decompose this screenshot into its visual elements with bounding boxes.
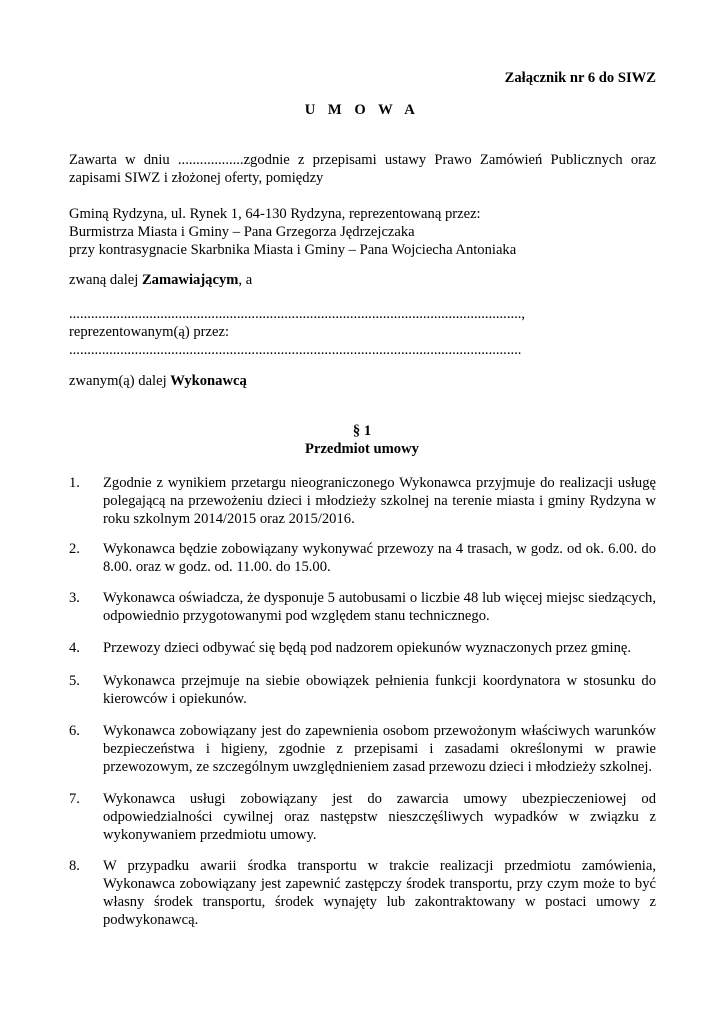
ordering-party-line-3: przy kontrasygnacie Skarbnika Miasta i Gminy – Pana Wojciecha Antoniaka [69,242,517,258]
contractor-designation [69,372,656,390]
list-item [69,672,656,708]
list-item-text: W przypadku awarii środka transportu w trakcie realizacji przedmiotu zamówienia, Wykonawca zobowiązany jest zapewnić zastępczy środek transportu, przy czym może to być własny środek transportu, środek wynajęty lub zakontraktowany w postaci umowy z podwykonawcą. [103,858,656,928]
list-item-text: Wykonawca usługi zobowiązany jest do zawarcia umowy ubezpieczeniowej od odpowiedzialności cywilnej oraz następstw nieszczęśliwych wypadków w związku z wykonywaniem przedmiotu umowy. [103,791,656,843]
ordering-suffix: , a [238,272,253,288]
list-item-number: 6. [69,723,80,739]
annex-label: Załącznik nr 6 do SIWZ [504,70,656,86]
section-number: § 1 [352,423,372,439]
ordering-name: Zamawiającym [141,272,239,288]
list-item-number: 1. [69,475,80,491]
list-item-text: Wykonawca będzie zobowiązany wykonywać przewozy na 4 trasach, w godz. od ok. 6.00. do 8.00. oraz w godz. od. 11.00. do 15.00. [103,541,656,575]
contractor-represented-by: reprezentowanym(ą) przez: [69,324,230,340]
intro-paragraph [69,151,656,187]
ordering-party-line-1: Gminą Rydzyna, ul. Rynek 1, 64-130 Rydzyna, reprezentowaną przez: [69,206,481,222]
list-item-number: 3. [69,590,80,606]
ordering-party-designation [69,271,656,289]
list-item-number: 5. [69,673,80,689]
contractor-party [69,305,656,359]
list-item [69,639,656,657]
intro-line-2: zapisami SIWZ i złożonej oferty, pomiędzy [69,170,324,186]
document-title: U M O W A [304,102,420,118]
list-item-number: 7. [69,791,80,807]
intro-line-1: Zawarta w dniu ..................zgodnie z przepisami ustawy Prawo Zamówień Publicznych oraz [69,152,656,168]
list-item-number: 2. [69,541,80,557]
contractor-name: Wykonawcą [170,373,247,389]
contractor-blank-line-1: ............................................................................................................................, [69,306,526,322]
list-item [69,589,656,625]
list-item [69,790,656,844]
list-item-text: Wykonawca oświadcza, że dysponuje 5 autobusami o liczbie 48 lub więcej miejsc siedzących, odpowiednio przygotowanymi pod względem stanu technicznego. [103,590,656,624]
contractor-blank-line-2: ............................................................................................................................ [69,342,522,358]
contractor-prefix: zwanym(ą) dalej [69,373,171,389]
ordering-party-line-2: Burmistrza Miasta i Gminy – Pana Grzegorza Jędrzejczaka [69,224,415,240]
list-item-text: Wykonawca zobowiązany jest do zapewnienia osobom przewożonym właściwych warunków bezpieczeństwa i higieny, zgodnie z przepisami i zasadami określonymi w prawie przewozowym, ze szczególnym uwzględnieniem zasad przewozu dzieci i młodzieży szkolnej. [103,723,656,775]
list-item [69,722,656,776]
list-item [69,474,656,528]
list-item-number: 4. [69,640,80,656]
list-item [69,540,656,576]
ordering-prefix: zwaną dalej [69,272,142,288]
list-item [69,857,656,929]
list-item-text: Przewozy dzieci odbywać się będą pod nadzorem opiekunów wyznaczonych przez gminę. [103,640,632,656]
list-item-text: Zgodnie z wynikiem przetargu nieograniczonego Wykonawca przyjmuje do realizacji usługę polegającą na przewożeniu dzieci i młodzieży szkolnej na terenie miasta i gminy Rydzyna w roku szkolnym 2014/2015 oraz 2015/2016. [103,475,656,527]
list-item-number: 8. [69,858,80,874]
list-item-text: Wykonawca przejmuje na siebie obowiązek pełnienia funkcji koordynatora w stosunku do kierowców i opiekunów. [103,673,656,707]
ordering-party [69,205,656,259]
section-title: Przedmiot umowy [305,441,419,457]
